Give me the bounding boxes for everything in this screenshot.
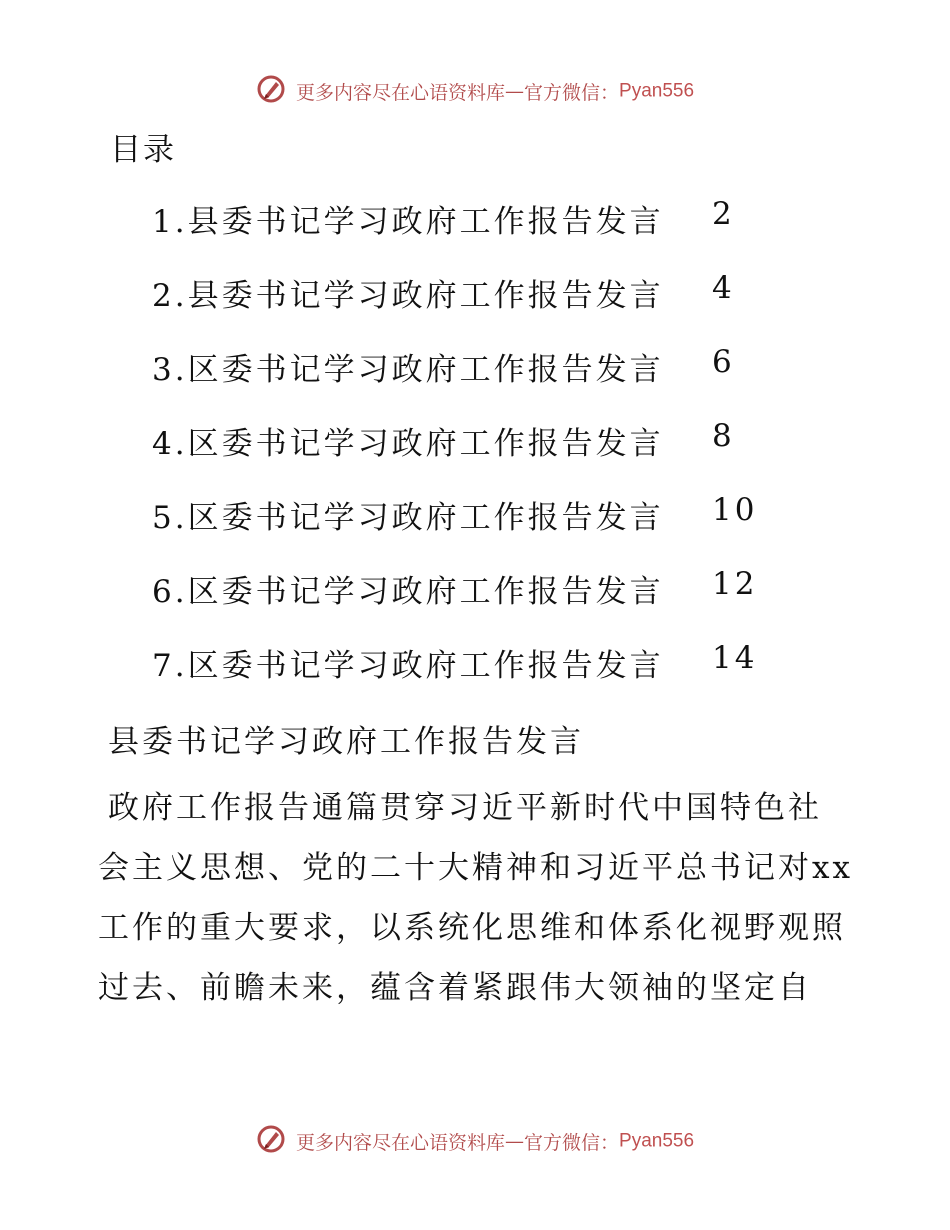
section-title: 县委书记学习政府工作报告发言 bbox=[108, 724, 584, 760]
watermark-separator: — bbox=[505, 80, 525, 103]
watermark-text: 更多内容尽在心语资料库 bbox=[296, 1132, 506, 1154]
toc-item[interactable] bbox=[152, 418, 792, 492]
toc-title: 目录 bbox=[110, 132, 176, 168]
table-of-contents bbox=[152, 196, 792, 714]
toc-item-label: 1.县委书记学习政府工作报告发言 bbox=[152, 204, 664, 240]
toc-item[interactable] bbox=[152, 566, 792, 640]
watermark-wechat-label: 官方微信： bbox=[524, 82, 620, 104]
toc-item-label: 5.区委书记学习政府工作报告发言 bbox=[152, 500, 664, 536]
body-line: 会主义思想、党的二十大精神和习近平总书记对xx bbox=[98, 850, 853, 886]
toc-item-page: 12 bbox=[712, 566, 758, 602]
watermark-text: 更多内容尽在心语资料库 bbox=[296, 82, 506, 104]
watermark-wechat-label: 官方微信： bbox=[524, 1132, 620, 1154]
toc-item-page: 14 bbox=[712, 640, 758, 676]
toc-item[interactable] bbox=[152, 270, 792, 344]
watermark-separator: — bbox=[505, 1130, 525, 1153]
watermark-wechat-id: Pyan556 bbox=[619, 80, 695, 102]
toc-item[interactable] bbox=[152, 196, 792, 270]
body-line: 过去、前瞻未来，蕴含着紧跟伟大领袖的坚定自 bbox=[98, 970, 812, 1006]
toc-item[interactable] bbox=[152, 640, 792, 714]
footer-watermark bbox=[0, 1124, 950, 1159]
body-line: 工作的重大要求，以系统化思维和体系化视野观照 bbox=[98, 910, 846, 946]
toc-item-label: 7.区委书记学习政府工作报告发言 bbox=[152, 648, 664, 684]
toc-item-page: 2 bbox=[712, 196, 735, 232]
pen-logo-icon bbox=[256, 74, 286, 109]
toc-item[interactable] bbox=[152, 344, 792, 418]
toc-item-page: 10 bbox=[712, 492, 758, 528]
body-line: 政府工作报告通篇贯穿习近平新时代中国特色社 bbox=[108, 790, 822, 826]
toc-item-label: 6.区委书记学习政府工作报告发言 bbox=[152, 574, 664, 610]
toc-item[interactable] bbox=[152, 492, 792, 566]
toc-item-label: 3.区委书记学习政府工作报告发言 bbox=[152, 352, 664, 388]
pen-logo-icon bbox=[256, 1124, 286, 1159]
toc-item-label: 2.县委书记学习政府工作报告发言 bbox=[152, 278, 664, 314]
toc-item-page: 4 bbox=[712, 270, 735, 306]
toc-item-page: 6 bbox=[712, 344, 735, 380]
toc-item-label: 4.区委书记学习政府工作报告发言 bbox=[152, 426, 664, 462]
header-watermark bbox=[0, 74, 950, 109]
body-paragraph bbox=[98, 784, 858, 1024]
watermark-wechat-id: Pyan556 bbox=[619, 1130, 695, 1152]
toc-item-page: 8 bbox=[712, 418, 735, 454]
